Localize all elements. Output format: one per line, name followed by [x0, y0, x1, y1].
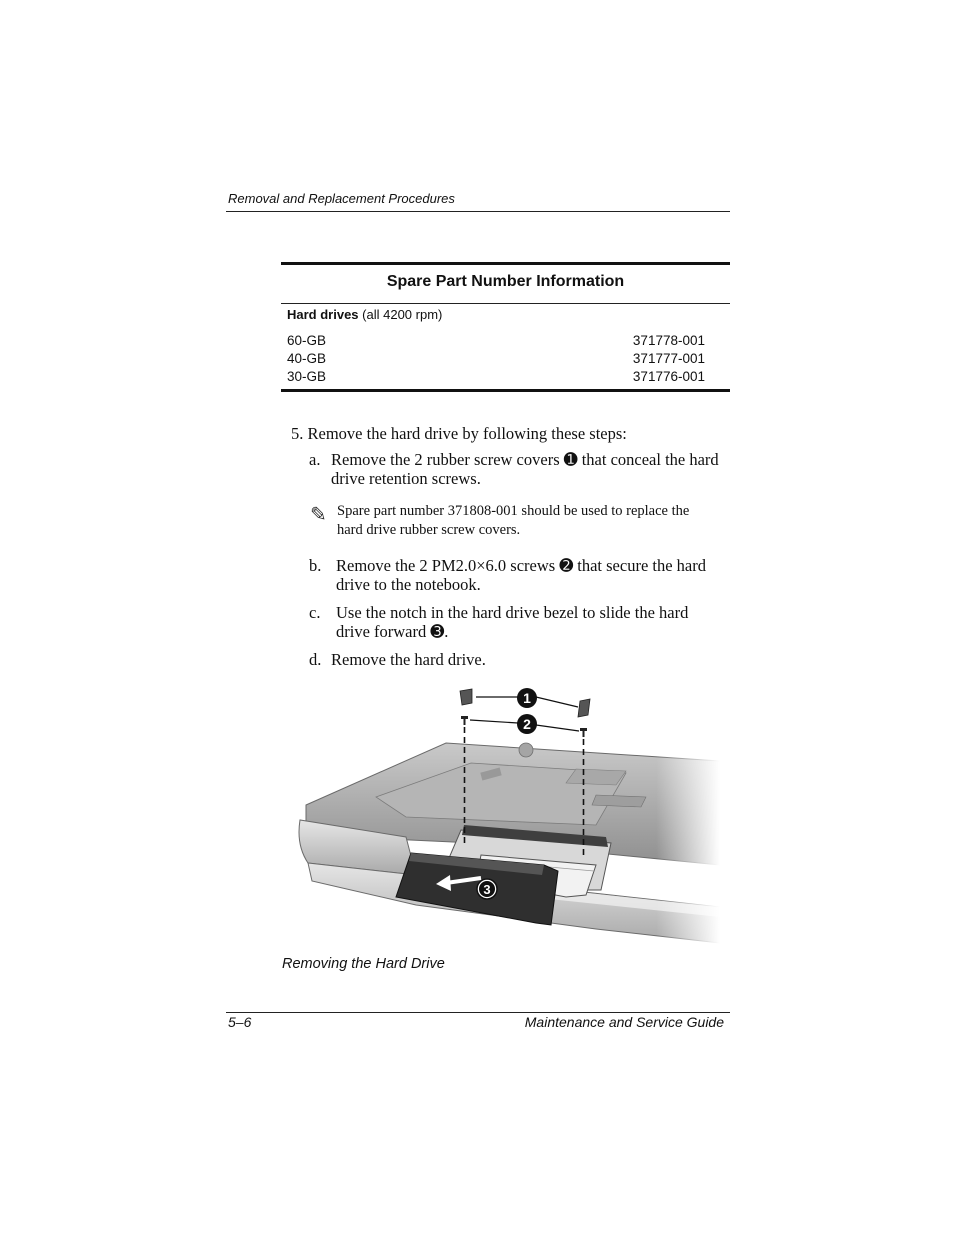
substep-text: Remove the 2 rubber screw covers ➊ that conceal the hard drive retention screws. — [331, 450, 719, 488]
row-part-number: 371777-001 — [632, 351, 705, 366]
group-label-rest: (all 4200 rpm) — [358, 307, 443, 322]
note-text: Spare part number 371808-001 should be used to replace the hard drive rubber screw covers. — [337, 503, 690, 538]
table-row — [287, 369, 705, 387]
figure-caption: Removing the Hard Drive — [282, 956, 445, 972]
footer-rule — [226, 1012, 730, 1013]
spare-part-table — [281, 262, 730, 392]
row-item: 30-GB — [287, 369, 327, 384]
substep-a — [309, 450, 734, 490]
table-row — [287, 351, 705, 369]
note-pencil-icon: ✎ — [310, 504, 327, 526]
substep-b — [309, 556, 734, 596]
row-item: 40-GB — [287, 351, 327, 366]
substep-label: b. — [309, 556, 322, 575]
substep-label: c. — [309, 603, 321, 622]
running-header: Removal and Replacement Procedures — [228, 191, 455, 206]
row-part-number: 371776-001 — [632, 369, 705, 384]
table-group-label — [287, 307, 442, 322]
hard-drive-removal-illustration — [296, 685, 720, 947]
substep-text: Remove the hard drive. — [331, 650, 486, 669]
page-number: 5–6 — [228, 1014, 252, 1030]
table-title-rule — [281, 303, 730, 304]
right-fade — [296, 685, 720, 947]
step-5: 5. Remove the hard drive by following these steps: — [291, 424, 627, 443]
substep-text: Use the notch in the hard drive bezel to slide the hard drive forward ➌. — [336, 603, 689, 641]
substep-c — [309, 603, 734, 643]
table-row — [287, 333, 705, 351]
guide-title: Maintenance and Service Guide — [524, 1014, 724, 1030]
row-part-number: 371778-001 — [632, 333, 705, 348]
table-title: Spare Part Number Information — [386, 273, 625, 290]
substep-text: Remove the 2 PM2.0×6.0 screws ➋ that secure the hard drive to the notebook. — [336, 556, 707, 594]
row-item: 60-GB — [287, 333, 327, 348]
substep-d — [309, 650, 734, 670]
group-label-bold: Hard drives — [287, 307, 359, 322]
header-rule — [226, 211, 730, 212]
substep-label: a. — [309, 450, 321, 469]
substep-label: d. — [309, 650, 322, 669]
